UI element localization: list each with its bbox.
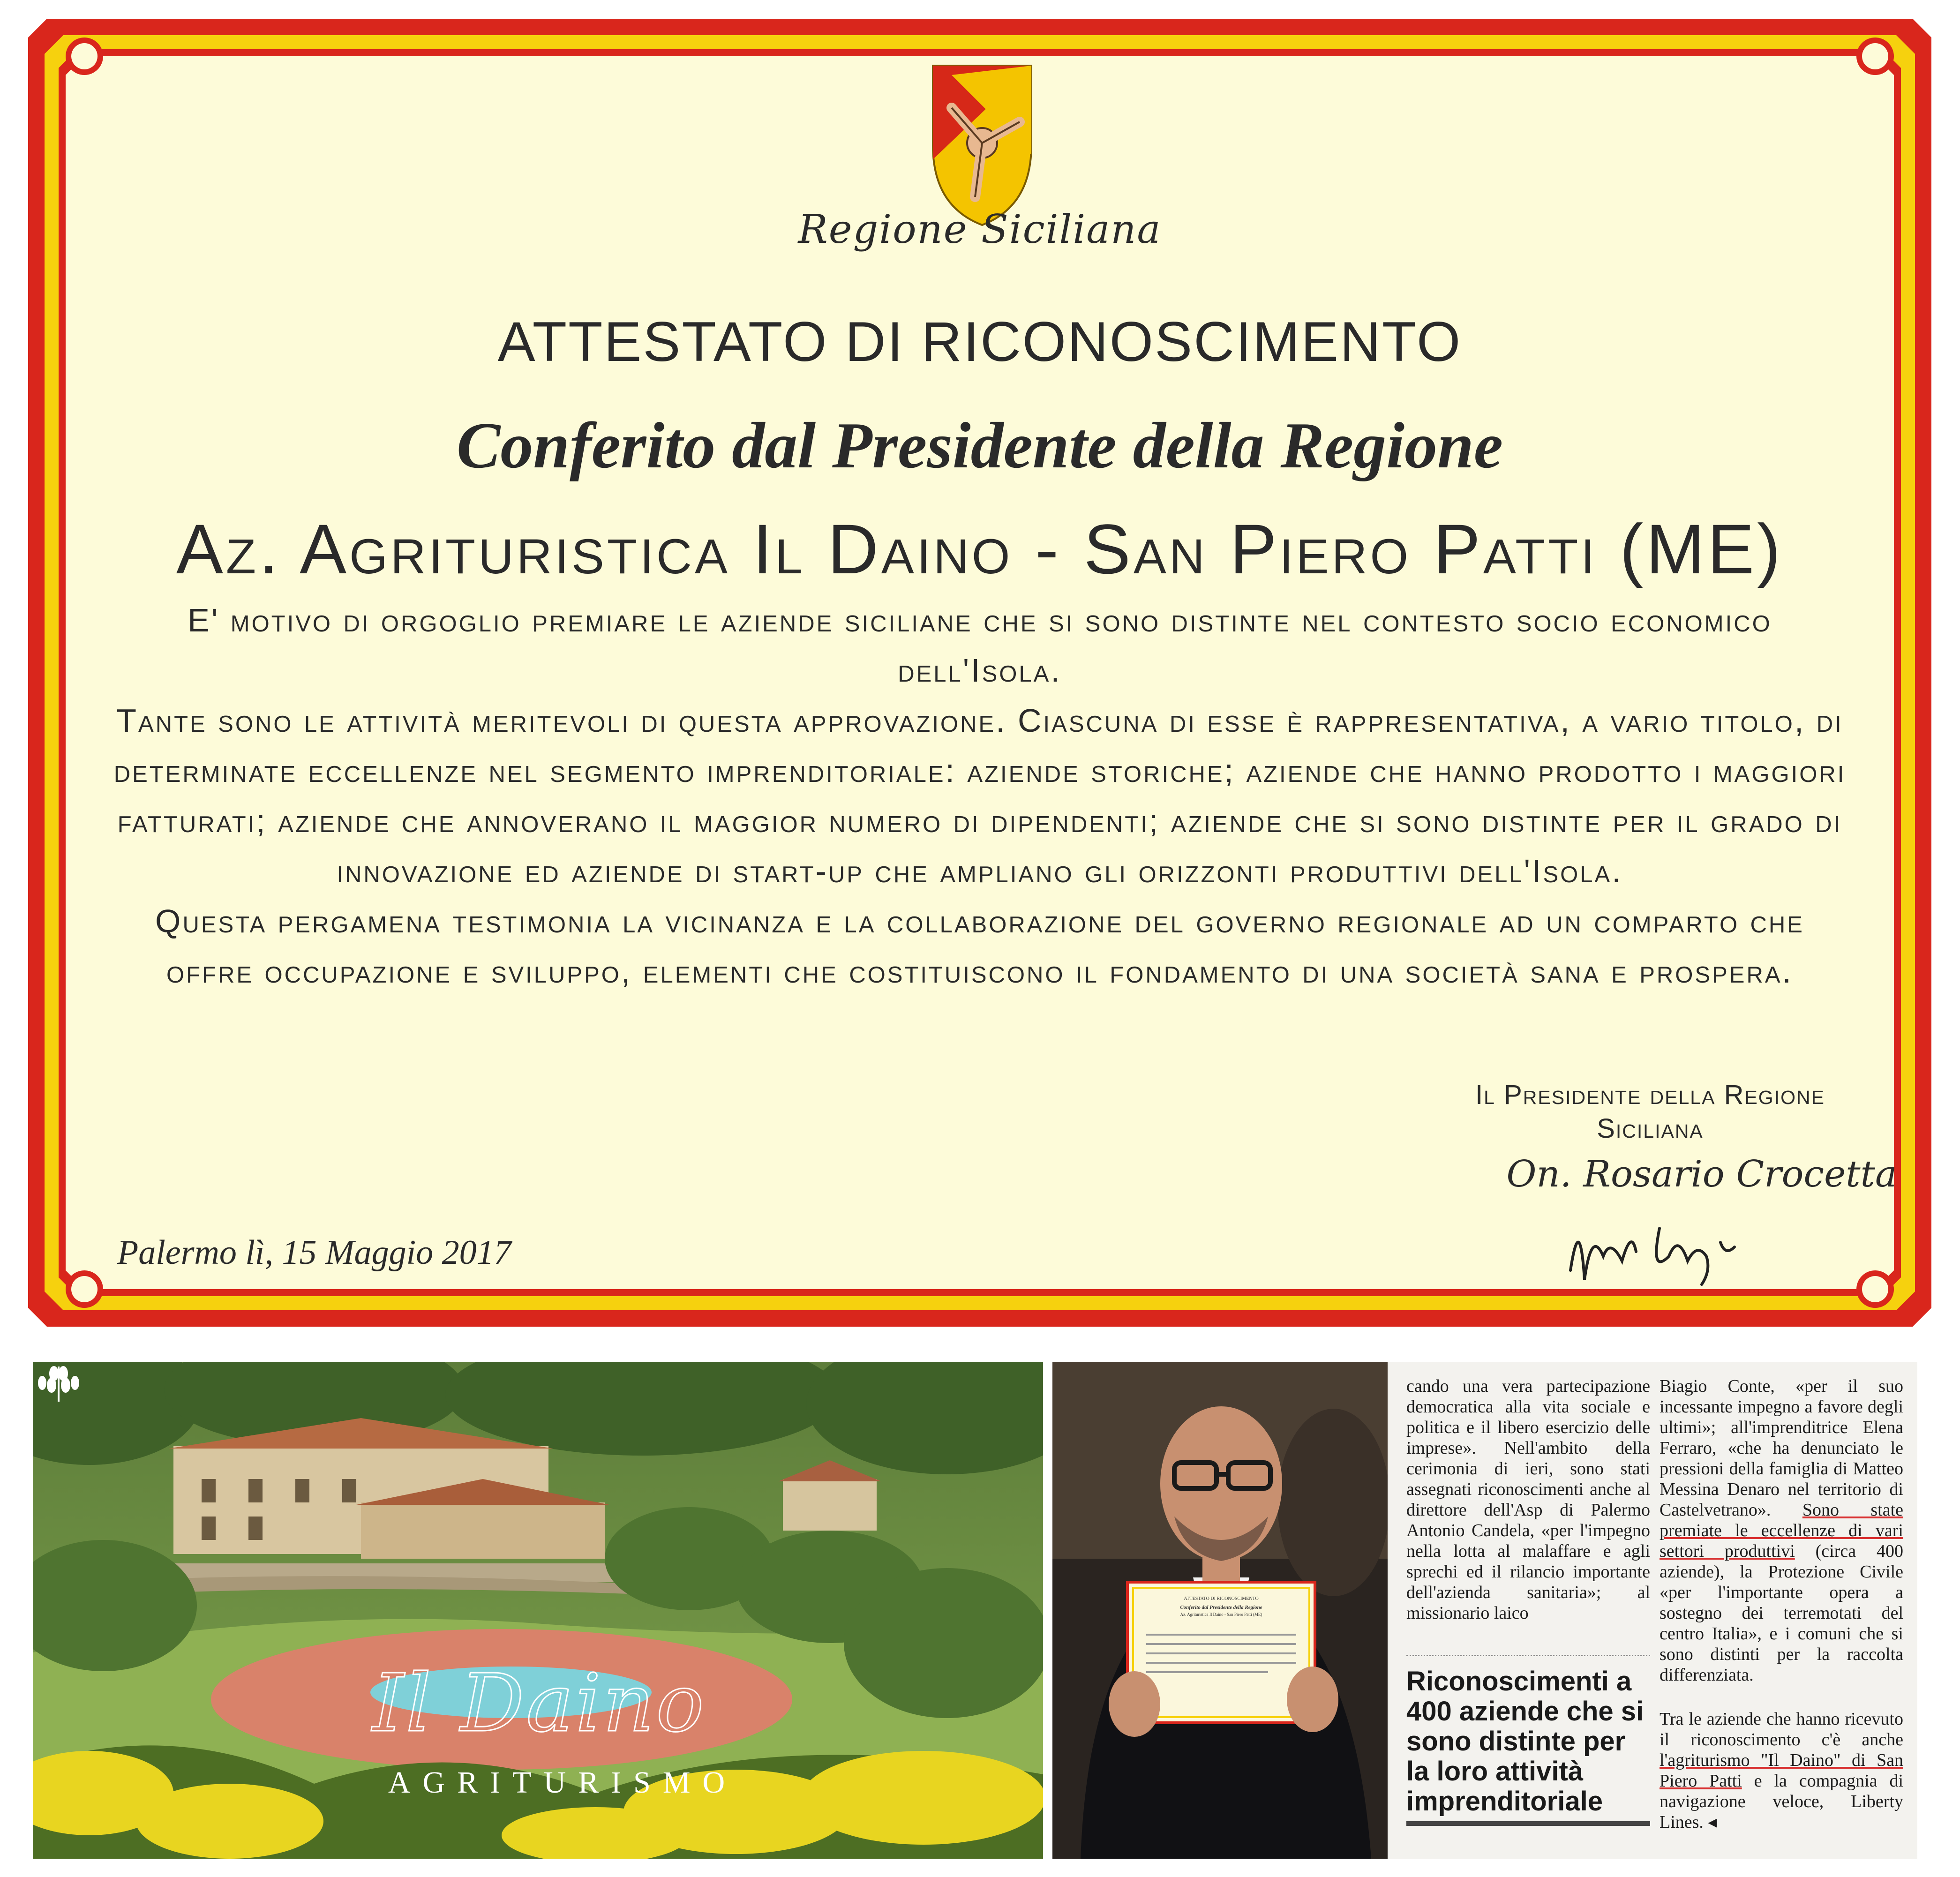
newspaper-clipping [1388, 1362, 1917, 1859]
recipient-portrait-image [1052, 1362, 1388, 1859]
body-paragraph: E' motivo di orgoglio premiare le aziende siciliane che si sono distinte nel contesto socio economico dell'Isola. [188, 602, 1772, 689]
news-text: (circa 400 aziende), la Protezione Civile «per l'importante opera a sostegno dei terremotati del centro Italia», e i comuni che si sono distinti per la raccolta differenziata. [1660, 1541, 1904, 1685]
news-headline: Riconoscimenti a 400 aziende che si sono distinte per la loro attività imprenditoriale [1406, 1666, 1644, 1817]
place-date: Palermo lì, 15 Maggio 2017 [117, 1233, 511, 1272]
body-paragraph: Tante sono le attività meritevoli di questa approvazione. Ciascuna di esse è rappresentativa, a vario titolo, di determinate eccellenze nel segmento imprenditoriale: aziende storiche; aziende che hanno prodotto i maggiori fatturati; aziende che annoverano il maggior numero di dipendenti; aziende che si sono distinte per il grado di innovazione ed aziende di start-up che ampliano gli orizzonti produttivi dell'Isola. [113, 702, 1846, 889]
news-text: Biagio Conte, «per il suo incessante impegno a favore degli ultimi»; all'imprenditrice Elena Ferraro, «che ha denunciato le pressioni della famiglia di Matteo Messina Denaro nel territorio di Castelvetrano». [1660, 1376, 1903, 1520]
news-text: Tra le aziende che hanno ricevuto il riconoscimento c'è anche [1660, 1709, 1903, 1749]
certificate-recipient: Az. Agrituristica Il Daino - San Piero Patti (ME) [176, 510, 1784, 588]
news-divider [1406, 1655, 1650, 1656]
award-recipient-photo [1052, 1362, 1388, 1859]
mini-certificate-recipient: Az. Agrituristica Il Daino - San Piero Patti (ME) [1180, 1612, 1262, 1617]
news-highlight: l'agriturismo "Il Daino" di San Piero Patti [1660, 1750, 1903, 1791]
president-title-line: Il Presidente della Regione [1475, 1080, 1825, 1110]
wheat-icon [33, 1362, 84, 1404]
president-name: On. Rosario Crocetta [1506, 1153, 1897, 1195]
mini-certificate-title: ATTESTATO DI RICONOSCIMENTO [1184, 1596, 1259, 1601]
news-column-left: cando una vera partecipazione democratica alla vita sociale e politica e il libero esercizio delle imprese». Nell'ambito della cerimonia di ieri, sono stati assegnati riconoscimenti anche al direttore dell'Asp di Palermo Antonio Candela, «per l'impegno nella lotta al malaffare e agli sprechi ed il rilancio importante dell'azienda sanitaria»; al missionario laico [1406, 1376, 1650, 1623]
certificate-title: ATTESTATO DI RICONOSCIMENTO [497, 310, 1462, 373]
signature-icon [1566, 1200, 1763, 1289]
farm-photo [33, 1362, 1043, 1859]
news-text: e la compagnia di navigazione veloce, Liberty Lines. ◂ [1660, 1771, 1904, 1832]
farm-logo-text: Il Daino [372, 1657, 706, 1750]
certificate-subtitle: Conferito dal Presidente della Regione [456, 409, 1503, 482]
news-highlight: Sono state premiate le eccellenze di vari settori produttivi [1660, 1500, 1903, 1561]
farm-logo-subtitle: AGRITURISMO [388, 1765, 737, 1800]
news-bar [1406, 1821, 1650, 1826]
news-column-right [1660, 1376, 1903, 1685]
president-title [1434, 1078, 1866, 1146]
body-paragraph: Questa pergamena testimonia la vicinanza e la collaborazione del governo regionale ad un comparto che offre occupazione e sviluppo, elementi che costituiscono il fondamento di una società sana e prospera. [155, 903, 1804, 990]
certificate [19, 0, 1941, 1345]
region-name: Regione Siciliana [798, 206, 1162, 252]
news-column-right-bottom [1660, 1709, 1903, 1832]
certificate-body [113, 595, 1847, 997]
president-title-line: Siciliana [1597, 1113, 1704, 1144]
mini-certificate-subtitle: Conferito dal Presidente della Regione [1180, 1605, 1262, 1610]
